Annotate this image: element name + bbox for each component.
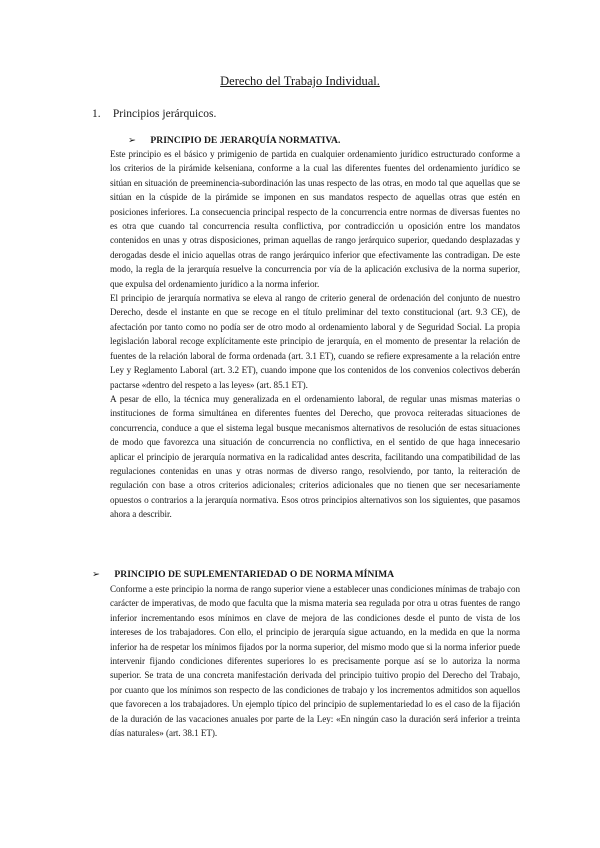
arrow-bullet-icon: ➢: [92, 569, 101, 580]
subheading-jerarquia-normativa: [128, 135, 340, 146]
section-heading-principios: [92, 108, 216, 120]
subheading-text: PRINCIPIO DE JERARQUÍA NORMATIVA.: [150, 135, 341, 146]
jerarquia-body: [110, 147, 520, 522]
subheading-text: PRINCIPIO DE SUPLEMENTARIEDAD O DE NORMA MÍNIMA: [114, 569, 395, 580]
section-label: Principios jerárquicos.: [112, 108, 217, 120]
section-number: 1.: [92, 108, 101, 120]
paragraph: Conforme a este principio la norma de rango superior viene a establecer unas condiciones mínimas de trabajo con carácter de imperativas, de modo que faculta que la misma materia sea regulada por otra u otras fuentes de rango inferior incrementando esos mínimos en clave de mejora de las condiciones desde el punto de vista de los intereses de los trabajadores. Con ello, el principio de jerarquía sigue actuando, en la medida en que la norma inferior ha de respetar los mínimos fijados por la norma superior, del mismo modo que si la norma inferior puede intervenir fijando condiciones diferentes superiores lo es precisamente porque así se lo autoriza la norma superior. Se trata de una concreta manifestación derivada del principio tuitivo propio del Derecho del Trabajo, por cuanto que los mínimos son respecto de las condiciones de trabajo y los incrementos admitidos son aquellos que favorecen a los trabajadores. Un ejemplo típico del principio de suplementariedad lo es el caso de la fijación de la duración de las vacaciones anuales por parte de la Ley: «En ningún caso la duración será inferior a treinta días naturales» (art. 38.1 ET).: [110, 584, 520, 739]
paragraph: Este principio es el básico y primigenio de partida en cualquier ordenamiento jurídico estructurado conforme a los criterios de la pirámide kelseniana, conforme a la cual las diferentes fuentes del ordenamiento jurídico se sitúan en situación de preeminencia-subordinación las unas respecto de las otras, en modo tal que aquellas que se sitúan en la cúspide de la pirámide se imponen en sus mandatos respecto de aquellas otras que estén en posiciones inferiores. La consecuencia principal respecto de la concurrencia entre normas de diversas fuentes no es otra que cuando tal concurrencia resulta conflictiva, por contradicción u oposición entre los mandatos contenidos en unas y otras disposiciones, priman aquellas de rango jerárquico superior, quedando desplazadas y derogadas desde el inicio aquellas otras de rango jerárquico inferior que efectivamente las contradigan. De este modo, la regla de la jerarquía resuelve la concurrencia por vía de la aplicación exclusiva de la norma superior, que expulsa del ordenamiento jurídico a la norma inferior.: [110, 149, 520, 289]
paragraph: El principio de jerarquía normativa se eleva al rango de criterio general de ordenación del conjunto de nuestro Derecho, desde el instante en que se recoge en el título preliminar del texto constitucional (art. 9.3 CE), de afectación por tanto como no podía ser de otro modo al ordenamiento laboral y de Seguridad Social. La propia legislación laboral recoge explícitamente este principio de jerarquía, en el momento de presentar la relación de fuentes de la relación laboral de forma ordenada (art. 3.1 ET), cuando se refiere expresamente a la relación entre Ley y Reglamento Laboral (art. 3.2 ET), cuando impone que los contenidos de los convenios colectivos deberán pactarse «dentro del respeto a las leyes» (art. 85.1 ET).: [110, 293, 520, 390]
arrow-bullet-icon: ➢: [128, 135, 137, 146]
suplementariedad-body: [110, 582, 520, 740]
paragraph: A pesar de ello, la técnica muy generalizada en el ordenamiento laboral, de regular unas mismas materias o instituciones de forma simultánea en diferentes fuentes del Derecho, que provoca reiteradas situaciones de concurrencia, conduce a que el sistema legal busque mecanismos alternativos de resolución de estas situaciones de modo que favorezca una situación de concurrencia no conflictiva, en el sentido de que haga innecesario aplicar el principio de jerarquía normativa en la radicalidad antes descrita, facilitando una compatibilidad de las regulaciones contenidas en unas y otras normas de diverso rango, resolviendo, por tanto, la reiteración de regulación con base a otros criterios adicionales; criterios adicionales que no tienen que ser necesariamente opuestos o contrarios a la jerarquía normativa. Esos otros principios alternativos son los siguientes, que pasamos ahora a describir.: [110, 393, 520, 520]
subheading-suplementariedad: [92, 569, 394, 580]
document-title: Derecho del Trabajo Individual.: [220, 74, 380, 88]
